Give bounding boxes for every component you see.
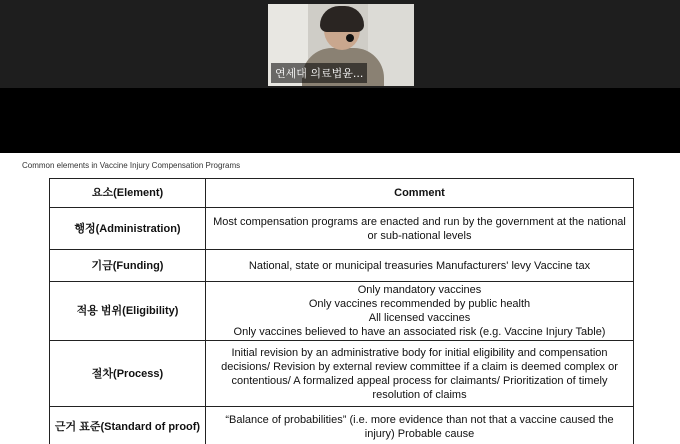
row-element: 기금(Funding): [50, 250, 206, 282]
shared-slide: [0, 153, 680, 444]
row-element: 행정(Administration): [50, 208, 206, 250]
row-comment: National, state or municipal treasuries Manufacturers' levy Vaccine tax: [206, 250, 634, 282]
row-element: 근거 표준(Standard of proof): [50, 407, 206, 444]
row-comment: Most compensation programs are enacted and run by the government at the national or sub-national levels: [206, 208, 634, 250]
comment-line: All licensed vaccines: [368, 312, 471, 324]
row-comment: Initial revision by an administrative body for initial eligibility and compensation decisions/ Revision by external review committee if a claim is deemed complex or contentious/ A formalized appeal process for claimants/ Prioritization of timely resolution of claims: [206, 341, 634, 407]
video-strip: [0, 0, 680, 153]
slide-caption: Common elements in Vaccine Injury Compensation Programs: [22, 161, 241, 170]
table-row: [50, 341, 634, 407]
header-element: 요소(Element): [50, 179, 206, 208]
table-row: [50, 407, 634, 444]
participant-hair: [320, 6, 364, 32]
row-comment: [206, 282, 634, 341]
table-row: [50, 250, 634, 282]
headset-mic-icon: [346, 34, 354, 42]
elements-table: [49, 178, 634, 444]
participant-video-tile[interactable]: [268, 4, 414, 86]
row-comment: “Balance of probabilities” (i.e. more evidence than not that a vaccine caused the injury) Probable cause: [206, 407, 634, 444]
comment-line: Only vaccines believed to have an associated risk (e.g. Vaccine Injury Table): [233, 326, 606, 338]
comment-line: Only mandatory vaccines: [357, 284, 482, 296]
comment-line: Only vaccines recommended by public health: [308, 298, 531, 310]
table-header-row: [50, 179, 634, 208]
row-element: 절차(Process): [50, 341, 206, 407]
participant-name-label: 연세대 의료법윤...: [271, 63, 367, 83]
table-row: [50, 282, 634, 341]
header-comment: Comment: [206, 179, 634, 208]
table-row: [50, 208, 634, 250]
row-element: 적용 범위(Eligibility): [50, 282, 206, 341]
